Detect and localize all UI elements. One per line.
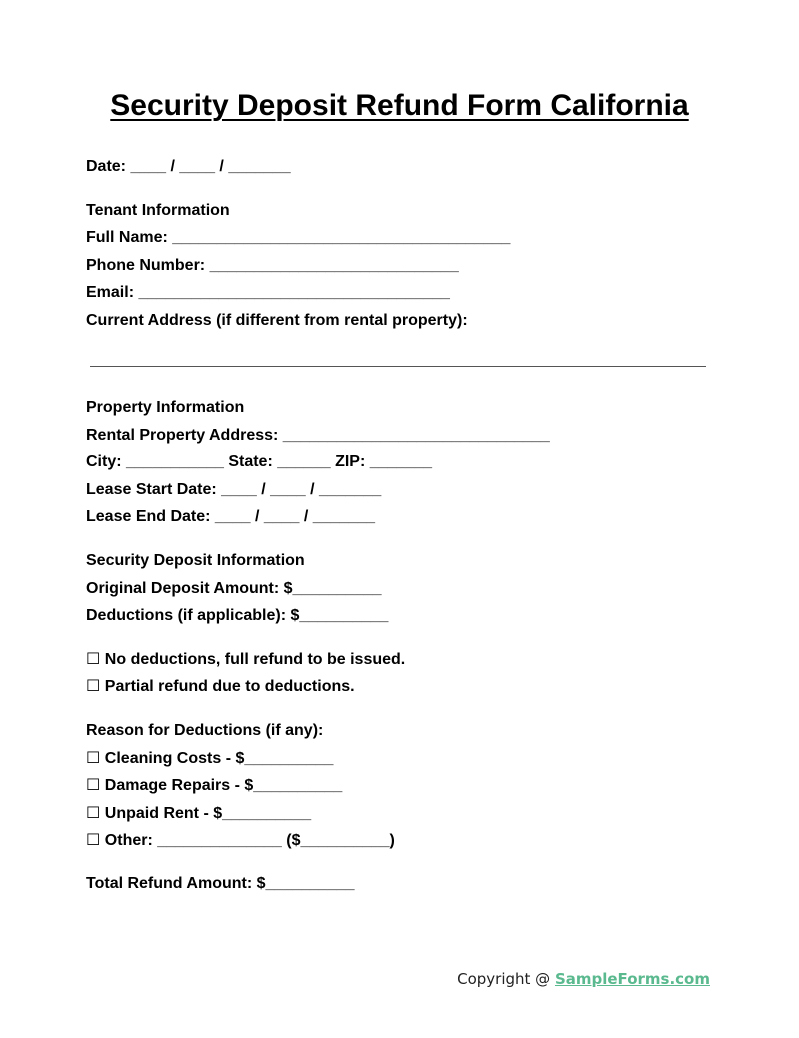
tenant-full-name-field: Full Name: ______________________________________ — [86, 229, 511, 246]
sampleforms-link[interactable]: SampleForms.com — [554, 970, 710, 988]
current-address-blank-line — [90, 366, 706, 367]
original-deposit-amount-field: Original Deposit Amount: $__________ — [86, 580, 382, 597]
tenant-current-address-label: Current Address (if different from rental property): — [86, 312, 468, 329]
city-state-zip-field: City: ___________ State: ______ ZIP: _______ — [86, 453, 433, 470]
lease-end-date-field: Lease End Date: ____ / ____ / _______ — [86, 508, 376, 525]
damage-repairs-checkbox-item: ☐ Damage Repairs - $__________ — [86, 777, 343, 794]
total-refund-amount-field: Total Refund Amount: $__________ — [86, 875, 355, 892]
date-field: Date: ____ / ____ / _______ — [86, 158, 291, 175]
deposit-section-heading: Security Deposit Information — [86, 552, 305, 569]
unpaid-rent-checkbox-item: ☐ Unpaid Rent - $__________ — [86, 805, 312, 822]
full-refund-checkbox-item: ☐ No deductions, full refund to be issued. — [86, 651, 406, 668]
lease-start-date-field: Lease Start Date: ____ / ____ / _______ — [86, 481, 382, 498]
page-title: Security Deposit Refund Form California — [110, 89, 689, 122]
tenant-email-field: Email: ___________________________________ — [86, 284, 450, 301]
other-reason-checkbox-item: ☐ Other: ______________ ($__________) — [86, 832, 395, 849]
property-section-heading: Property Information — [86, 399, 245, 416]
copyright-footer — [457, 969, 710, 989]
cleaning-costs-checkbox-item: ☐ Cleaning Costs - $__________ — [86, 750, 334, 767]
rental-property-address-field: Rental Property Address: ______________________________ — [86, 427, 550, 444]
copyright-text: Copyright @ — [457, 970, 555, 988]
deductions-amount-field: Deductions (if applicable): $__________ — [86, 607, 389, 624]
tenant-section-heading: Tenant Information — [86, 202, 230, 219]
partial-refund-checkbox-item: ☐ Partial refund due to deductions. — [86, 678, 355, 695]
reasons-section-heading: Reason for Deductions (if any): — [86, 722, 324, 739]
tenant-phone-field: Phone Number: ____________________________ — [86, 257, 459, 274]
